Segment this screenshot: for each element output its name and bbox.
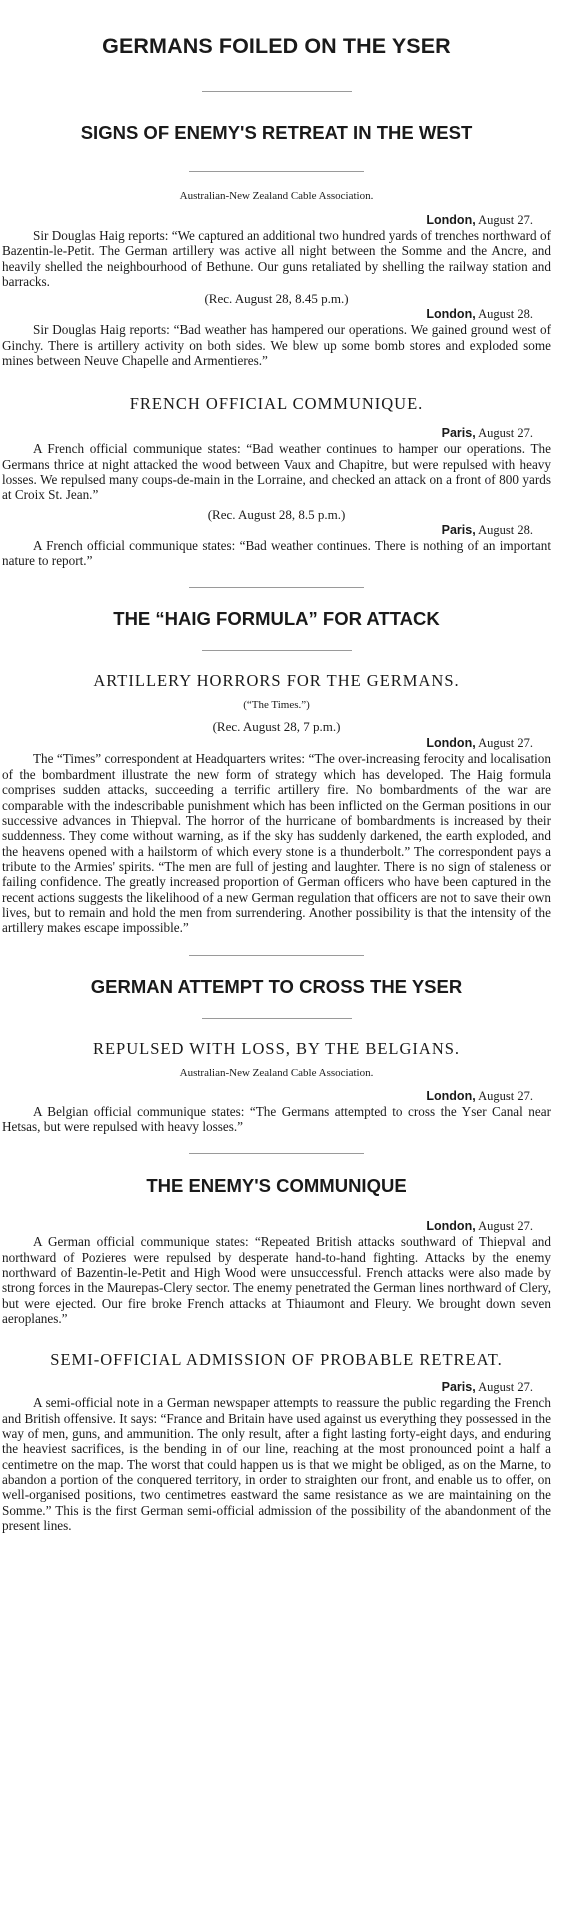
article-paragraph: The “Times” correspondent at Headquarters writes: “The over-increasing ferocity and localisation of the bombardment illustrate the new form of strategy which has developed. The Haig formula comprises sudden attacks, succeeding a terrific artillery fire. No bombardments of the war are comparable with the indescribable punishment which has been inflicted on the German positions in our successive advances in Thiepval. The horror of the hurricane of bombardments is increased by their suddenness. They come without warning, as if the sky has suddenly darkened, the earth exploded, and the heavens opened with a hailstorm of which every stone is a thunderbolt.” The correspondent pays a tribute to the Armies' spirits. “The men are full of jesting and laughter. There is no sign of staleness or failing confidence. The greatly increased proportion of German officers who have been captured in the recent actions suggests the likelihood of a new German regulation that officers are not to save their own lives, but to remain and hold the men from surrendering. Another possibility is that the intensity of the artillery makes escape impossible.”: [2, 751, 551, 936]
dateline-date: August 28.: [478, 307, 533, 322]
source-attribution: (“The Times.”): [243, 699, 310, 712]
dateline-date: August 27.: [478, 1380, 533, 1395]
dateline-date: August 27.: [478, 213, 533, 227]
section-heading: THE ENEMY'S COMMUNIQUE: [146, 1175, 407, 1197]
section-heading: SEMI-OFFICIAL ADMISSION OF PROBABLE RETREAT.: [50, 1350, 503, 1370]
section-heading: GERMAN ATTEMPT TO CROSS THE YSER: [90, 975, 463, 997]
dateline-date: August 27.: [478, 736, 533, 751]
article-paragraph: A German official communique states: “Repeated British attacks southward of Thiepval and northward of Pozieres were repulsed by desperate hand-to-hand fighting. Attacks by the enemy northward of Bazentin-le-Petit and High Wood were unsuccessful. French attacks were also made by strong forces in the Maurepas-Clery sector. The enemy penetrated the German lines northward of Clery, but were ejected. Our fire broke French attacks at Thiaumont and Fleury. We brought down seven aeroplanes.”: [2, 1234, 551, 1326]
dateline: [2, 523, 551, 538]
section-heading: FRENCH OFFICIAL COMMUNIQUE.: [129, 394, 424, 414]
section-subheading: ARTILLERY HORRORS FOR THE GERMANS.: [93, 671, 460, 691]
received-time: (Rec. August 28, 8.45 p.m.): [204, 291, 349, 307]
dateline-place: Paris,: [441, 522, 476, 537]
section-subheading: REPULSED WITH LOSS, BY THE BELGIANS.: [92, 1038, 461, 1058]
article-paragraph: A French official communique states: “Bad weather continues. There is nothing of an important nature to report.”: [2, 537, 551, 569]
divider: [189, 1153, 364, 1154]
article-paragraph: A Belgian official communique states: “The Germans attempted to cross the Yser Canal near Hetsas, but were repulsed with heavy losses.”: [2, 1103, 551, 1134]
dateline: [2, 1089, 551, 1104]
dateline-date: August 27.: [478, 426, 533, 441]
section-heading: THE “HAIG FORMULA” FOR ATTACK: [113, 608, 440, 630]
received-time: (Rec. August 28, 7 p.m.): [212, 719, 341, 735]
subheadline: SIGNS OF ENEMY'S RETREAT IN THE WEST: [80, 122, 473, 143]
article-paragraph: Sir Douglas Haig reports: “Bad weather has hampered our operations. We gained ground west of Ginchy. There is artillery activity on both sides. We blew up some bomb stores and exploded some mines between Neuve Chapelle and Armentieres.”: [2, 322, 551, 369]
divider: [202, 91, 352, 92]
dateline-place: London,: [426, 736, 476, 751]
dateline-place: London,: [426, 307, 476, 322]
dateline-place: London,: [426, 1219, 476, 1234]
dateline: [2, 213, 551, 228]
divider: [202, 650, 352, 651]
dateline: [2, 736, 551, 751]
divider: [189, 587, 364, 588]
divider: [189, 955, 364, 956]
dateline: [2, 426, 551, 441]
divider: [189, 171, 364, 172]
dateline-date: August 27.: [478, 1088, 533, 1103]
newspaper-page: [0, 34, 571, 1923]
divider: [202, 1018, 352, 1019]
dateline: [2, 1219, 551, 1234]
dateline-date: August 28.: [478, 522, 533, 537]
dateline: [2, 307, 551, 322]
dateline-place: Paris,: [441, 1380, 476, 1395]
cable-association: Australian-New Zealand Cable Association.: [179, 1066, 374, 1079]
dateline-date: August 27.: [478, 1219, 533, 1234]
dateline-place: Paris,: [441, 426, 476, 441]
dateline: [2, 1380, 551, 1395]
dateline-place: London,: [426, 213, 476, 227]
article-paragraph: A semi-official note in a German newspaper attempts to reassure the public regarding the French and British offensive. It says: “France and Britain have used against us everything they possessed in the way of men, guns, and ammunition. The only result, after a fight lasting forty-eight days, and enduring the heaviest sacrifices, is the bending in of our line, reaching at the most pronounced point a half a centimetre on the map. The worst that could happen us is that we might be obliged, as on the Marne, to abandon a portion of the conquered territory, in order to straighten our front, and enable us to offer, on well-organised positions, two centimetres eastward the same resistance as we are maintaining on the Somme.” This is the first German semi-official admission of the possibility of the abandonment of the present lines.: [2, 1395, 551, 1534]
article-paragraph: Sir Douglas Haig reports: “We captured an additional two hundred yards of trenches northward of Bazentin-le-Petit. The German artillery was active all night between the Somme and the Ancre, and heavily shelled the neighbourhood of Bethune. Our guns retaliated by shelling the railway station and barracks.: [2, 228, 551, 290]
main-headline: GERMANS FOILED ON THE YSER: [102, 34, 451, 58]
dateline-place: London,: [426, 1088, 476, 1103]
article-paragraph: A French official communique states: “Bad weather continues to hamper our operations. The Germans thrice at night attacked the wood between Vaux and Chapitre, but were repulsed with heavy losses. We repulsed many coups-de-main in the Lorraine, and checked an attack on a front of 800 yards at Croix St. Jean.”: [2, 441, 551, 503]
cable-association: Australian-New Zealand Cable Association.: [179, 190, 374, 202]
received-time: (Rec. August 28, 8.5 p.m.): [207, 506, 346, 522]
